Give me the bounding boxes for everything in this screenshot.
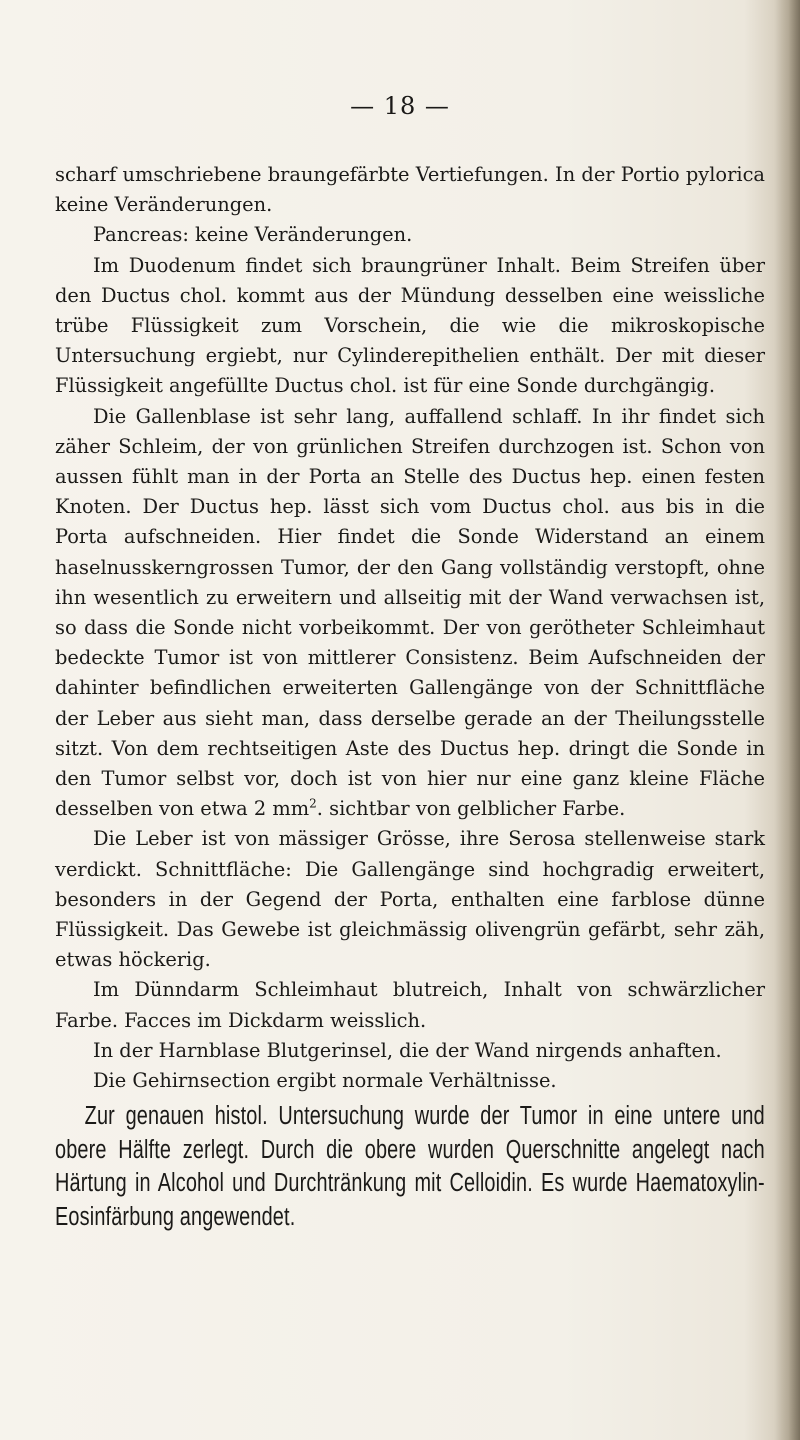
- paragraph-portio: scharf umschriebene braungefärbte Vertiefungen. In der Portio pylorica keine Veränderungen.: [55, 163, 765, 217]
- page-edge-shadow: [774, 0, 800, 1440]
- paragraph-gallenblase-text: Die Gallenblase ist sehr lang, auffallend schlaff. In ihr findet sich zäher Schleim, der von grünlichen Streifen durchzogen ist. Schon von aussen fühlt man in der Porta an Stelle des Ductus hep. einen festen Knoten. Der Ductus hep. lässt sich vom Ductus chol. aus bis in die Porta aufschneiden. Hier findet die Sonde Widerstand an einem haselnusskerngrossen Tumor, der den Gang vollständig verstopft, ohne ihn wesentlich zu erweitern und allseitig mit der Wand verwachsen ist, so dass die Sonde nicht vorbeikommt. Der von gerötheter Schleimhaut bedeckte Tumor ist von mittlerer Consistenz. Beim Aufschneiden der dahinter befindlichen erweiterten Gallengänge von der Schnittfläche der Leber aus sieht man, dass derselbe gerade an der Theilungsstelle sitzt. Von dem rechtseitigen Aste des Ductus hep. dringt die Sonde in den Tumor selbst vor, doch ist von hier nur eine ganz kleine Fläche desselben von etwa 2 mm: [55, 404, 765, 821]
- paragraph-pancreas: Pancreas: keine Veränderungen.: [93, 223, 413, 247]
- paragraph-duenndarm: Im Dünndarm Schleimhaut blutreich, Inhalt von schwärzlicher Farbe. Facces im Dickdarm weisslich.: [55, 978, 765, 1032]
- paragraph-gehirnsection: Die Gehirnsection ergibt normale Verhältnisse.: [93, 1069, 557, 1093]
- page-body: [55, 160, 765, 1234]
- page-number: — 18 —: [350, 92, 450, 120]
- paragraph-gallenblase-tail: . sichtbar von gelblicher Farbe.: [316, 797, 626, 821]
- paragraph-duodenum: Im Duodenum findet sich braungrüner Inhalt. Beim Streifen über den Ductus chol. kommt aus der Mündung desselben eine weissliche trübe Flüssigkeit zum Vorschein, die wie die mikroskopische Untersuchung ergiebt, nur Cylinderepithelien enthält. Der mit dieser Flüssigkeit angefüllte Ductus chol. ist für eine Sonde durchgängig.: [55, 253, 765, 398]
- paragraph-histologie: Zur genauen histol. Untersuchung wurde der Tumor in eine untere und obere Hälfte zerlegt. Durch die obere wurden Querschnitte angelegt nach Härtung in Alcohol und Durchtränkung mit Celloidin. Es wurde Haematoxylin-Eosinfärbung angewendet.: [55, 1102, 765, 1231]
- paragraph-leber: Die Leber ist von mässiger Grösse, ihre Serosa stellenweise stark verdickt. Schnittfläche: Die Gallengänge sind hochgradig erweitert, besonders in der Gegend der Porta, enthalten eine farblose dünne Flüssigkeit. Das Gewebe ist gleichmässig olivengrün gefärbt, sehr zäh, etwas höckerig.: [55, 827, 765, 972]
- superscript-squared: 2: [309, 796, 317, 811]
- paragraph-harnblase: In der Harnblase Blutgerinsel, die der Wand nirgends anhaften.: [93, 1038, 722, 1062]
- paragraph-gallenblase: [55, 402, 765, 825]
